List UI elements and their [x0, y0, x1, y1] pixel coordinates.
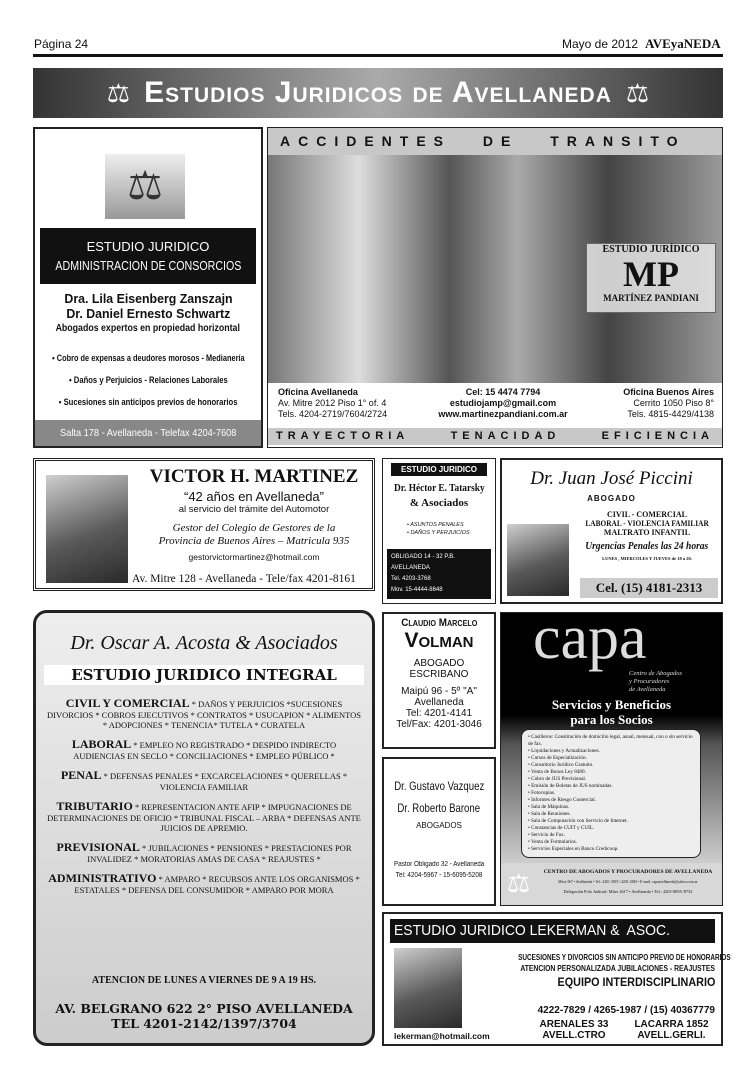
practice-area: LABORAL - VIOLENCIA FAMILIAR: [585, 519, 709, 528]
practice-section: [46, 738, 362, 761]
practice-section: [46, 872, 362, 895]
subtitle: Abogados expertos en propiedad horizontal: [55, 323, 241, 334]
mobile: Mov. 15-4444-8648: [391, 587, 443, 593]
service-item: • Servicio de Fax.: [528, 832, 565, 838]
service-item: • Constancias de CUIT y CUIL.: [528, 825, 595, 831]
ad-footer: Salta 178 - Avellaneda - Telefax 4204-7608: [59, 427, 237, 439]
title: ABOGADO: [413, 658, 465, 669]
scales-icon: ⚖: [507, 868, 531, 898]
practice-section: [46, 697, 362, 730]
title: ESCRIBANO: [409, 669, 469, 680]
practice-text: * AMPARO * RECURSOS ANTE LOS ORGANISMOS * ESTATALES * DEFENSA DEL CONSUMIDOR * AMPARO POR MORA: [74, 874, 360, 895]
capa-footer-address: Mitre 567 • Avellaneda • Tel.: 4201-3819 / 4201-2380 • E-mail: capaavellaneda@yahoo.com.ar: [558, 879, 698, 884]
address: OBLIGADO 14 - 32 P.B.: [391, 554, 455, 560]
practice-heading: ADMINISTRATIVO: [48, 871, 157, 885]
ad-label: ESTUDIO JURIDICO: [391, 463, 487, 476]
service-item: • Casilleros: Constitución de domicilio legal, anual, mensual, con o sin servicio de fax.: [528, 734, 693, 747]
services-list: [521, 729, 701, 858]
practice-section: [46, 800, 362, 833]
scales-skyline-icon: ⚖: [105, 154, 185, 219]
service-item: • Cobro de JUS Previsional.: [528, 776, 587, 782]
scales-icon: ⚖: [625, 77, 650, 108]
practice-text: * REPRESENTACION ANTE AFIP * IMPUGNACIONES DE DETERMINACIONES DE OFICIO * TRIBUNAL FISCAL – ARBA * DEFENSAS ANTE JUICIOS DE APREMIO.: [47, 802, 361, 833]
ad-lekerman: [382, 912, 731, 1046]
ad-volman: [382, 612, 496, 749]
email-link[interactable]: estudiojamp@gmail.com: [449, 398, 557, 408]
address: LACARRA 1852: [634, 1019, 709, 1030]
phone: Tel: 4204-5967 - 15-6095-5208: [395, 872, 483, 879]
ad-capa: [500, 612, 723, 906]
address: Av. Mitre 128 - Avellaneda - Tele/fax 4201-8161: [132, 573, 356, 585]
service-item: • Venta de Bonos Ley 8480.: [528, 769, 586, 775]
motto: TENACIDAD: [450, 430, 561, 442]
gestor-line: Provincia de Buenos Aires – Matricula 935: [158, 535, 350, 547]
ad-title: ABOGADO: [587, 494, 636, 503]
ad-heading: ADMINISTRACION DE CONSORCIOS: [55, 258, 241, 273]
services-heading: Servicios y Beneficios: [551, 697, 672, 712]
first-name: Claudio Marcelo: [400, 617, 478, 629]
tagline: de Avellaneda: [629, 686, 666, 693]
service-line: ATENCION PERSONALIZADA JUBILACIONES - REAJUSTES: [520, 964, 715, 973]
service-item: • Fotocopias.: [528, 790, 556, 796]
service-line: EQUIPO INTERDISCIPLINARIO: [557, 975, 715, 989]
office-address: Av. Mitre 2012 Piso 1° of. 4: [278, 398, 387, 408]
practice-text: * JUBILACIONES * PENSIONES * PRESTACIONES POR INVALIDEZ * MORATORIAS AMAS DE CASA * REAJUSTES *: [87, 843, 352, 864]
service-item: • Consultorio Jurídico Gratuito.: [528, 762, 594, 768]
portrait-photo: [46, 475, 128, 583]
ad-victor-martinez: [33, 458, 375, 591]
last-name: Volman: [404, 629, 474, 652]
ad-heading: ESTUDIO JURIDICO: [86, 239, 210, 254]
city: AVELL.CTRO: [542, 1030, 606, 1041]
banner-title: Estudios Juridicos de Avellaneda: [144, 76, 612, 109]
service: al servicio del trámite del Automotor: [178, 504, 330, 515]
service-item: • Emisión de Boletas de JUS nominadas.: [528, 783, 613, 789]
ad-vazquez-barone: [382, 757, 496, 906]
service-line: SUCESIONES Y DIVORCIOS SIN ANTICIPO PREVIO DE HONORARIOS: [518, 953, 731, 962]
practice-heading: PREVISIONAL: [56, 840, 140, 854]
lawyer-name: Dr. Daniel Ernesto Schwartz: [65, 306, 231, 321]
service-item: • Liquidaciones y Actualizaciones.: [528, 748, 600, 754]
cell-phone: Cel. (15) 4181-2313: [580, 578, 718, 598]
service-item: • Sala de Computación con Servicio de Internet.: [528, 818, 628, 824]
header-rule: [33, 54, 723, 57]
office-phones: Tels. 4204-2719/7604/2724: [278, 409, 388, 419]
portrait-photo: [394, 948, 462, 1028]
title: ABOGADOS: [416, 821, 462, 830]
address: Pastor Obligado 32 - Avellaneda: [393, 861, 485, 868]
ad-acosta: [33, 610, 375, 1046]
hours: ATENCION DE LUNES A VIERNES DE 9 A 19 HS.: [91, 975, 317, 986]
service-item: • Daños y Perjuicios - Relaciones Laborales: [68, 375, 228, 385]
website-link[interactable]: www.martinezpandiani.com.ar: [438, 409, 568, 419]
mp-logo: ESTUDIO JURÍDICO MP MARTÍNEZ PANDIANI: [586, 243, 716, 313]
practice-heading: CIVIL Y COMERCIAL: [65, 696, 190, 710]
motto: TRAYECTORIA: [276, 430, 410, 442]
address: AV. BELGRANO 622 2° PISO AVELLANEDA: [55, 1001, 353, 1016]
service-item: • ASUNTOS PENALES: [407, 522, 464, 528]
ad-consorcios: [33, 127, 263, 448]
gestor-line: Gestor del Colegio de Gestores de la: [172, 522, 336, 534]
address: ARENALES 33: [539, 1019, 609, 1030]
capa-logo: capa: [533, 612, 647, 672]
office-name: Oficina Buenos Aires: [623, 387, 714, 397]
portrait-photo: [507, 524, 569, 596]
office-name: Oficina Avellaneda: [278, 387, 358, 397]
ad-accidentes-transito: [267, 127, 723, 448]
practice-heading: PENAL: [60, 768, 102, 782]
ad-title: ACCIDENTES DE TRANSITO: [280, 133, 686, 149]
practice-text: * DAÑOS Y PERJUICIOS *SUCESIONES DIVORCIOS * COBROS EJECUTIVOS * CONTRATOS * USUCAPION * ALIMENTOS * ADOPCIONES * TENENCIA* TUTELA * CURATELA: [47, 699, 361, 730]
scales-icon: ⚖: [106, 77, 131, 108]
tagline: Centro de Abogados: [629, 670, 683, 677]
ad-title: ESTUDIO JURIDICO INTEGRAL: [44, 665, 364, 685]
office-address: Cerrito 1050 Piso 8°: [633, 398, 714, 408]
phone: Tel. 4203-3768: [391, 576, 431, 582]
practice-area: MALTRATO INFANTIL: [603, 528, 691, 537]
service-item: • Informes de Riesgo Comercial.: [528, 797, 596, 803]
ad-name: Dr. Oscar A. Acosta & Asociados: [70, 632, 338, 654]
practice-section: [46, 769, 362, 792]
phones: 4222-7829 / 4265-1987 / (15) 40367779: [537, 1005, 715, 1016]
newspaper-logo: AVEyaNEDA: [645, 36, 721, 51]
email-link[interactable]: lekerman@hotmail.com: [394, 1031, 490, 1041]
practice-heading: LABORAL: [71, 737, 132, 751]
city: Avellaneda: [414, 697, 464, 708]
motto: EFICIENCIA: [601, 430, 714, 442]
service-item: • Sala de Máquinas.: [528, 804, 570, 810]
section-banner: [33, 68, 723, 118]
fax: Tel/Fax: 4201-3046: [396, 719, 482, 730]
lawyer-name: Dr. Roberto Barone: [397, 801, 481, 815]
ad-title: ESTUDIO JURIDICO LEKERMAN & ASOC.: [394, 922, 670, 939]
service-item: • Cursos de Especialización.: [528, 755, 587, 761]
phone: Tel: 4201-4141: [405, 708, 473, 719]
quote: “42 años en Avellaneda”: [184, 489, 324, 504]
practice-section: [46, 841, 362, 864]
hours: LUNES , MIERCOLES Y JUEVES de 18 a 20.: [602, 556, 692, 561]
cell-phone: Cel: 15 4474 7794: [465, 387, 541, 397]
address: Maipú 96 - 5º "A": [401, 686, 477, 697]
issue-date: Mayo de 2012: [562, 37, 639, 51]
services-heading: para los Socios: [570, 712, 653, 727]
capa-footer-name: CENTRO DE ABOGADOS Y PROCURADORES DE AVELLANEDA: [543, 869, 713, 875]
service-item: • DAÑOS Y PERJUICIOS: [407, 530, 470, 536]
ad-piccini: [500, 458, 723, 604]
practice-area: CIVIL - COMERCIAL: [606, 510, 687, 519]
service-item: • Venta de Formularios.: [528, 839, 577, 845]
office-phones: Tels. 4815-4429/4138: [627, 409, 714, 419]
associates: & Asociados: [409, 497, 469, 509]
urgencies: Urgencias Penales las 24 horas: [585, 541, 709, 552]
tagline: y Procuradores: [629, 678, 670, 685]
page-number: Página 24: [34, 37, 89, 51]
ad-tatarsky: [382, 458, 496, 604]
lawyer-name: Dra. Lila Eisenberg Zanszajn: [63, 291, 233, 306]
practice-heading: TRIBUTARIO: [56, 799, 133, 813]
service-item: • Sucesiones sin anticipos previos de honorarios: [58, 397, 238, 407]
service-item: • Cobro de expensas a deudores morosos - Medianería: [51, 353, 245, 363]
city: AVELLANEDA: [391, 565, 430, 571]
city: AVELL.GERLI.: [637, 1030, 706, 1041]
service-item: • Servicios Especiales en Banco Credicoop.: [528, 846, 619, 852]
phone: TEL 4201-2142/1397/3704: [111, 1016, 297, 1031]
lawyer-name: Dr. Héctor E. Tatarsky: [393, 482, 485, 494]
service-item: • Sala de Reuniones.: [528, 811, 571, 817]
email-link[interactable]: gestorvictormartinez@hotmail.com: [188, 552, 320, 562]
practice-text: * DEFENSAS PENALES * EXCARCELACIONES * QUERELLAS * VIOLENCIA FAMILIAR: [103, 771, 348, 792]
ad-name: VICTOR H. MARTINEZ: [149, 466, 359, 487]
lawyer-name: Dr. Gustavo Vazquez: [394, 779, 484, 793]
capa-footer-delegation: Delegación Polo Judicial: Mitre 2617 • Avellaneda • Tel.: 4205-8858 /8752: [563, 889, 693, 894]
practice-text: * EMPLEO NO REGISTRADO * DESPIDO INDIRECTO AUDIENCIAS EN SECLO * CONCILIACIONES * EMPLEO PÚBLICO *: [73, 740, 337, 761]
ad-name: Dr. Juan José Piccini: [530, 468, 693, 489]
